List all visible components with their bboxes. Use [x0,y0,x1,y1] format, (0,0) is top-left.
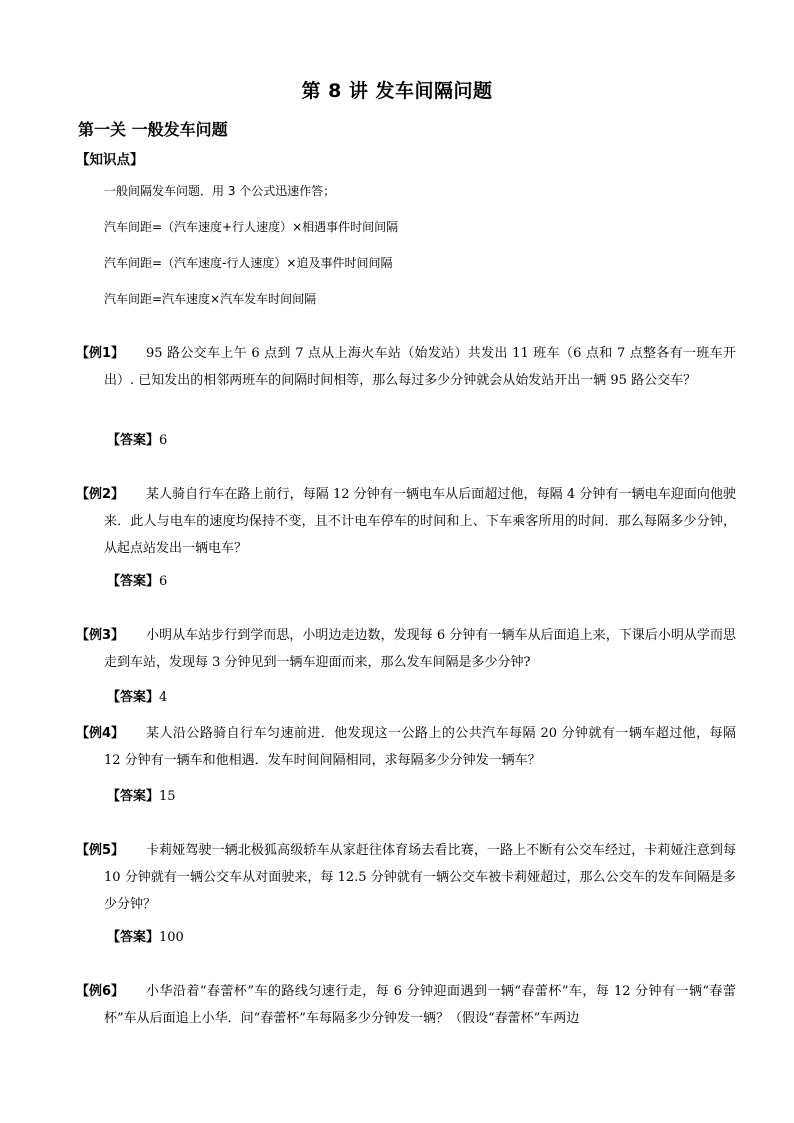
example-2 [76,481,736,562]
page-title: 第 8 讲 发车间隔问题 [301,80,493,102]
section-heading: 第一关 一般发车问题 [78,120,228,139]
example-6 [76,978,736,1032]
answer-value: 4 [159,690,168,705]
formula-intro: 一般间隔发车问题．用 3 个公式迅速作答； [104,184,336,198]
knowledge-point-heading: 【知识点】 [76,152,144,168]
example-text: 95 路公交车上午 6 点到 7 点从上海火车站（始发站）共发出 11 班车（6 点和 7 点整各有一班车开出）. 已知发出的相邻两班车的间隔时间相等，那么每过多少分钟就会从始发站开出一辆 95 路公交车？ [104,346,736,388]
example-text: 某人沿公路骑自行车匀速前进．他发现这一公路上的公共汽车每隔 20 分钟就有一辆车超过他，每隔 12 分钟有一辆车和他相遇．发车时间间隔相同，求每隔多少分钟发一辆车？ [104,726,736,768]
example-text: 卡莉娅驾驶一辆北极狐高级轿车从家赶往体育场去看比赛，一路上不断有公交车经过，卡莉娅注意到每 10 分钟就有一辆公交车从对面驶来，每 12.5 分钟就有一辆公交车被卡莉娅超过，那么公交车的发车间隔是多少分钟？ [104,843,736,912]
answer-label: 【答案】 [107,433,160,448]
answer-value: 6 [159,433,168,448]
example-4 [76,720,736,774]
example-label: 【例2】 [76,487,125,502]
answer-value: 6 [159,574,168,589]
answer-label: 【答案】 [107,574,160,589]
example-text: 小明从车站步行到学而思，小明边走边数，发现每 6 分钟有一辆车从后面追上来，下课后小明从学而思走到车站，发现每 3 分钟见到一辆车迎面而来，那么发车间隔是多少分钟? [104,628,736,670]
example-text: 小华沿着“春蕾杯”车的路线匀速行走，每 6 分钟迎面遇到一辆“春蕾杯”车，每 12 分钟有一辆“春蕾杯”车从后面追上小华．问“春蕾杯”车每隔多少分钟发一辆？（假设“春蕾杯”车两边 [104,984,736,1026]
example-text: 某人骑自行车在路上前行，每隔 12 分钟有一辆电车从后面超过他，每隔 4 分钟有一辆电车迎面向他驶来．此人与电车的速度均保持不变，且不计电车停车的时间和上、下车乘客所用的时间．那么每隔多少分钟，从起点站发出一辆电车？ [104,487,736,556]
example-label: 【例3】 [76,628,125,643]
example-5 [76,837,736,918]
answer-2 [107,570,167,589]
example-label: 【例1】 [76,346,125,361]
answer-label: 【答案】 [107,930,160,945]
example-label: 【例6】 [76,984,125,999]
example-label: 【例5】 [76,843,125,858]
answer-1 [107,429,167,448]
formula-interval: 汽车间距=汽车速度×汽车发车时间间隔 [104,292,317,306]
formula-chasing: 汽车间距=（汽车速度-行人速度）×追及事件时间间隔 [104,256,393,270]
example-1 [76,340,736,394]
answer-value: 15 [159,789,176,804]
answer-value: 100 [159,930,184,945]
answer-3 [107,686,167,705]
example-label: 【例4】 [76,726,125,741]
answer-label: 【答案】 [107,789,160,804]
answer-label: 【答案】 [107,690,160,705]
answer-5 [107,926,184,945]
answer-4 [107,785,176,804]
formula-meeting: 汽车间距=（汽车速度+行人速度）×相遇事件时间间隔 [104,220,399,234]
example-3 [76,622,736,676]
